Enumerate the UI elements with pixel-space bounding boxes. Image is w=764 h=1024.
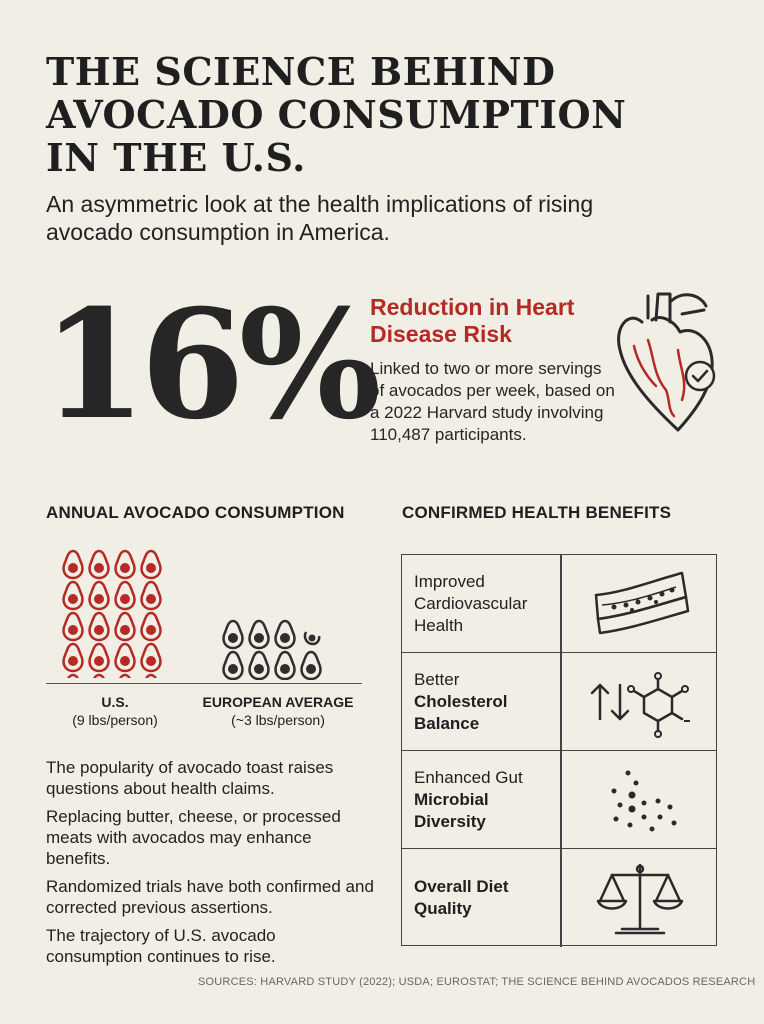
benefit-text: Microbial [414, 789, 489, 809]
benefit-text: Balance [414, 713, 480, 733]
avocado-icon [142, 675, 161, 678]
consumption-heading: ANNUAL AVOCADO CONSUMPTION [46, 503, 345, 522]
heart-check-icon [608, 290, 726, 440]
benefit-row-cholesterol [402, 653, 716, 751]
benefit-text: Better [414, 669, 460, 689]
page-subtitle: An asymmetric look at the health implications of rising avocado consumption in America. [46, 191, 594, 245]
benefit-row-diet-quality [402, 849, 716, 947]
avocado-icon [116, 551, 135, 578]
avocado-icon [142, 551, 161, 578]
benefit-label [414, 653, 554, 750]
note-4: The trajectory of U.S. avocado consumption continues to rise. [46, 926, 276, 966]
eu-label-detail: (~3 lbs/person) [231, 712, 325, 728]
avocado-icon [64, 644, 83, 671]
benefit-text: Overall Diet [414, 877, 509, 896]
note-1: The popularity of avocado toast raises questions about health claims. [46, 758, 334, 798]
eu-consumption-label [194, 693, 362, 729]
page-title: THE SCIENCE BEHIND AVOCADO CONSUMPTION IN THE U.S. [46, 49, 627, 180]
table-divider [560, 849, 562, 947]
benefits-heading: CONFIRMED HEALTH BENEFITS [402, 503, 672, 522]
avocado-icon [250, 652, 269, 679]
avocado-icon [116, 582, 135, 609]
benefit-label [414, 555, 554, 652]
avocado-icon [64, 551, 83, 578]
heart-risk-stat-value: 16% [42, 277, 376, 453]
artery-icon [572, 563, 702, 645]
benefit-text: Quality [414, 899, 472, 918]
avocado-icon [116, 644, 135, 671]
benefit-row-cardiovascular [402, 555, 716, 653]
us-avocado-pictogram [60, 548, 176, 678]
avocado-icon [142, 644, 161, 671]
table-divider [560, 555, 562, 652]
sources-footnote: SOURCES: HARVARD STUDY (2022); USDA; EUROSTAT; THE SCIENCE BEHIND AVOCADOS RESEARCH [198, 976, 756, 988]
benefit-label [414, 849, 554, 947]
heart-risk-stat-heading: Reduction in Heart Disease Risk [370, 294, 575, 347]
notes-block [46, 757, 376, 974]
balance-scale-icon [572, 857, 702, 939]
avocado-icon [116, 613, 135, 640]
benefit-text: Improved [414, 571, 485, 591]
benefit-text: Diversity [414, 811, 486, 831]
pictogram-baseline [46, 683, 362, 684]
avocado-icon [64, 675, 83, 678]
benefit-text: Cardiovascular [414, 593, 528, 613]
avocado-icon [90, 644, 109, 671]
us-label-detail: (9 lbs/person) [72, 712, 158, 728]
table-divider [560, 653, 562, 750]
benefit-text: Health [414, 615, 464, 635]
avocado-icon [224, 621, 243, 648]
avocado-icon [90, 675, 109, 678]
benefit-label [414, 751, 554, 848]
eu-label-name: EUROPEAN AVERAGE [202, 694, 354, 710]
microbes-icon [572, 759, 702, 841]
avocado-icon [276, 621, 295, 648]
table-divider [560, 751, 562, 848]
avocado-icon [305, 632, 319, 644]
avocado-icon [142, 613, 161, 640]
benefit-text: Cholesterol [414, 691, 508, 711]
note-3: Randomized trials have both confirmed and corrected previous assertions. [46, 877, 374, 917]
eu-avocado-pictogram [220, 618, 336, 680]
us-consumption-label [60, 693, 170, 729]
avocado-icon [64, 613, 83, 640]
avocado-icon [276, 652, 295, 679]
cholesterol-molecule-icon [572, 661, 702, 743]
avocado-icon [90, 551, 109, 578]
benefit-row-gut-microbial [402, 751, 716, 849]
avocado-icon [250, 621, 269, 648]
avocado-icon [302, 652, 321, 679]
avocado-icon [90, 613, 109, 640]
note-2: Replacing butter, cheese, or processed meats with avocados may enhance benefits. [46, 807, 341, 868]
benefit-text: Enhanced Gut [414, 767, 523, 787]
avocado-icon [116, 675, 135, 678]
us-label-name: U.S. [101, 694, 129, 710]
avocado-icon [224, 652, 243, 679]
avocado-icon [64, 582, 83, 609]
benefits-table [401, 554, 717, 946]
avocado-icon [142, 582, 161, 609]
heart-risk-stat-description: Linked to two or more servings of avocados per week, based on a 2022 Harvard study involving 110,487 participants. [370, 359, 615, 444]
avocado-icon [90, 582, 109, 609]
